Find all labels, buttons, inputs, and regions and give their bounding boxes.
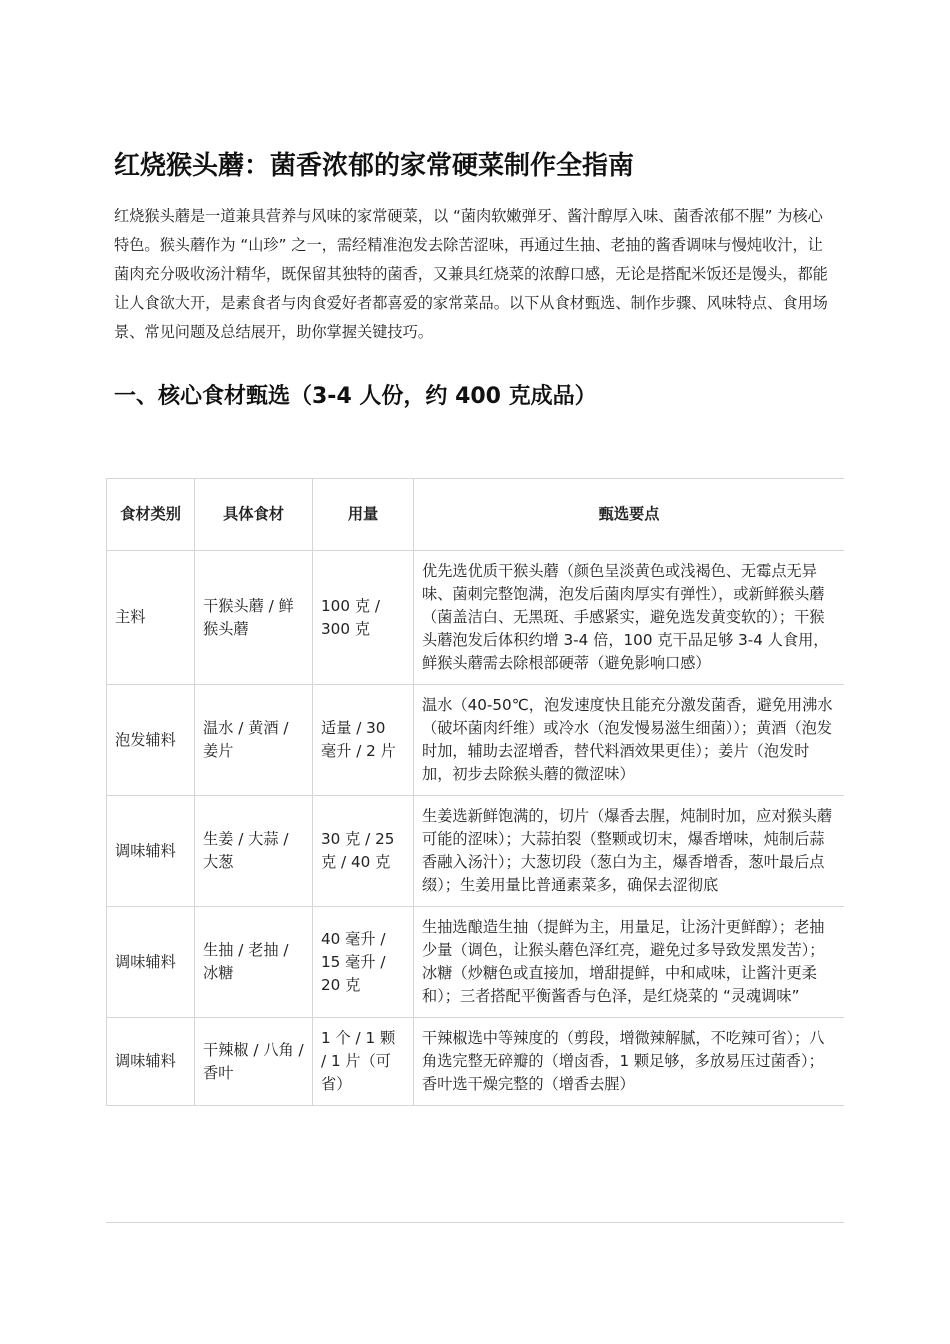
table-row	[107, 1018, 845, 1106]
header-notes: 甄选要点	[414, 479, 845, 551]
table-header-row	[107, 479, 845, 551]
table-row	[107, 907, 845, 1018]
cell-ingredient: 干辣椒 / 八角 / 香叶	[195, 1018, 313, 1106]
table-row	[107, 796, 845, 907]
table-row	[107, 551, 845, 685]
page-title: 红烧猴头蘑：菌香浓郁的家常硬菜制作全指南	[114, 151, 635, 181]
cell-category: 调味辅料	[107, 796, 195, 907]
cell-notes: 生姜选新鲜饱满的，切片（爆香去腥，炖制时加，应对猴头蘑可能的涩味）；大蒜拍裂（整颗或切末，爆香增味，炖制后蒜香融入汤汁）；大葱切段（葱白为主，爆香增香，葱叶最后点缀）；生姜用量比普通素菜多，确保去涩彻底	[414, 796, 845, 907]
ingredients-table-wrapper	[106, 478, 844, 1223]
cell-amount: 100 克 / 300 克	[313, 551, 414, 685]
section-title-ingredients: 一、核心食材甄选（3-4 人份，约 400 克成品）	[114, 384, 597, 409]
cell-notes: 干辣椒选中等辣度的（剪段，增微辣解腻，不吃辣可省）；八角选完整无碎瓣的（增卤香，1 颗足够，多放易压过菌香）；香叶选干燥完整的（增香去腥）	[414, 1018, 845, 1106]
cell-notes: 优先选优质干猴头蘑（颜色呈淡黄色或浅褐色、无霉点无异味、菌刺完整饱满，泡发后菌肉厚实有弹性），或新鲜猴头蘑（菌盖洁白、无黑斑、手感紧实，避免选发黄变软的）；干猴头蘑泡发后体积约增 3-4 倍，100 克干品足够 3-4 人食用，鲜猴头蘑需去除根部硬蒂（避免影响口感）	[414, 551, 845, 685]
header-amount: 用量	[313, 479, 414, 551]
cell-amount: 1 个 / 1 颗 / 1 片（可省）	[313, 1018, 414, 1106]
cell-ingredient: 干猴头蘑 / 鲜猴头蘑	[195, 551, 313, 685]
cell-amount: 40 毫升 / 15 毫升 / 20 克	[313, 907, 414, 1018]
header-category: 食材类别	[107, 479, 195, 551]
cell-category: 主料	[107, 551, 195, 685]
cell-category: 泡发辅料	[107, 685, 195, 796]
article	[114, 148, 836, 413]
header-ingredient: 具体食材	[195, 479, 313, 551]
cell-amount: 30 克 / 25 克 / 40 克	[313, 796, 414, 907]
cell-notes: 生抽选酿造生抽（提鲜为主，用量足，让汤汁更鲜醇）；老抽少量（调色，让猴头蘑色泽红亮，避免过多导致发黑发苦）；冰糖（炒糖色或直接加，增甜提鲜，中和咸味，让酱汁更柔和）；三者搭配平衡酱香与色泽，是红烧菜的 “灵魂调味”	[414, 907, 845, 1018]
cell-notes: 温水（40-50℃，泡发速度快且能充分激发菌香，避免用沸水（破坏菌肉纤维）或冷水（泡发慢易滋生细菌））；黄酒（泡发时加，辅助去涩增香，替代料酒效果更佳）；姜片（泡发时加，初步去除猴头蘑的微涩味）	[414, 685, 845, 796]
cell-ingredient: 温水 / 黄酒 / 姜片	[195, 685, 313, 796]
table-row	[107, 685, 845, 796]
cell-ingredient: 生姜 / 大蒜 / 大葱	[195, 796, 313, 907]
cell-category: 调味辅料	[107, 1018, 195, 1106]
intro-paragraph: 红烧猴头蘑是一道兼具营养与风味的家常硬菜，以 “菌肉软嫩弹牙、酱汁醇厚入味、菌香浓郁不腥” 为核心特色。猴头蘑作为 “山珍” 之一，需经精准泡发去除苦涩味，再通过生抽、老抽的酱香调味与慢炖收汁，让菌肉充分吸收汤汁精华，既保留其独特的菌香，又兼具红烧菜的浓醇口感，无论是搭配米饭还是馒头，都能让人食欲大开，是素食者与肉食爱好者都喜爱的家常菜品。以下从食材甄选、制作步骤、风味特点、食用场景、常见问题及总结展开，助你掌握关键技巧。	[114, 207, 828, 341]
ingredients-table	[106, 478, 844, 1106]
cell-category: 调味辅料	[107, 907, 195, 1018]
cell-amount: 适量 / 30 毫升 / 2 片	[313, 685, 414, 796]
cell-ingredient: 生抽 / 老抽 / 冰糖	[195, 907, 313, 1018]
